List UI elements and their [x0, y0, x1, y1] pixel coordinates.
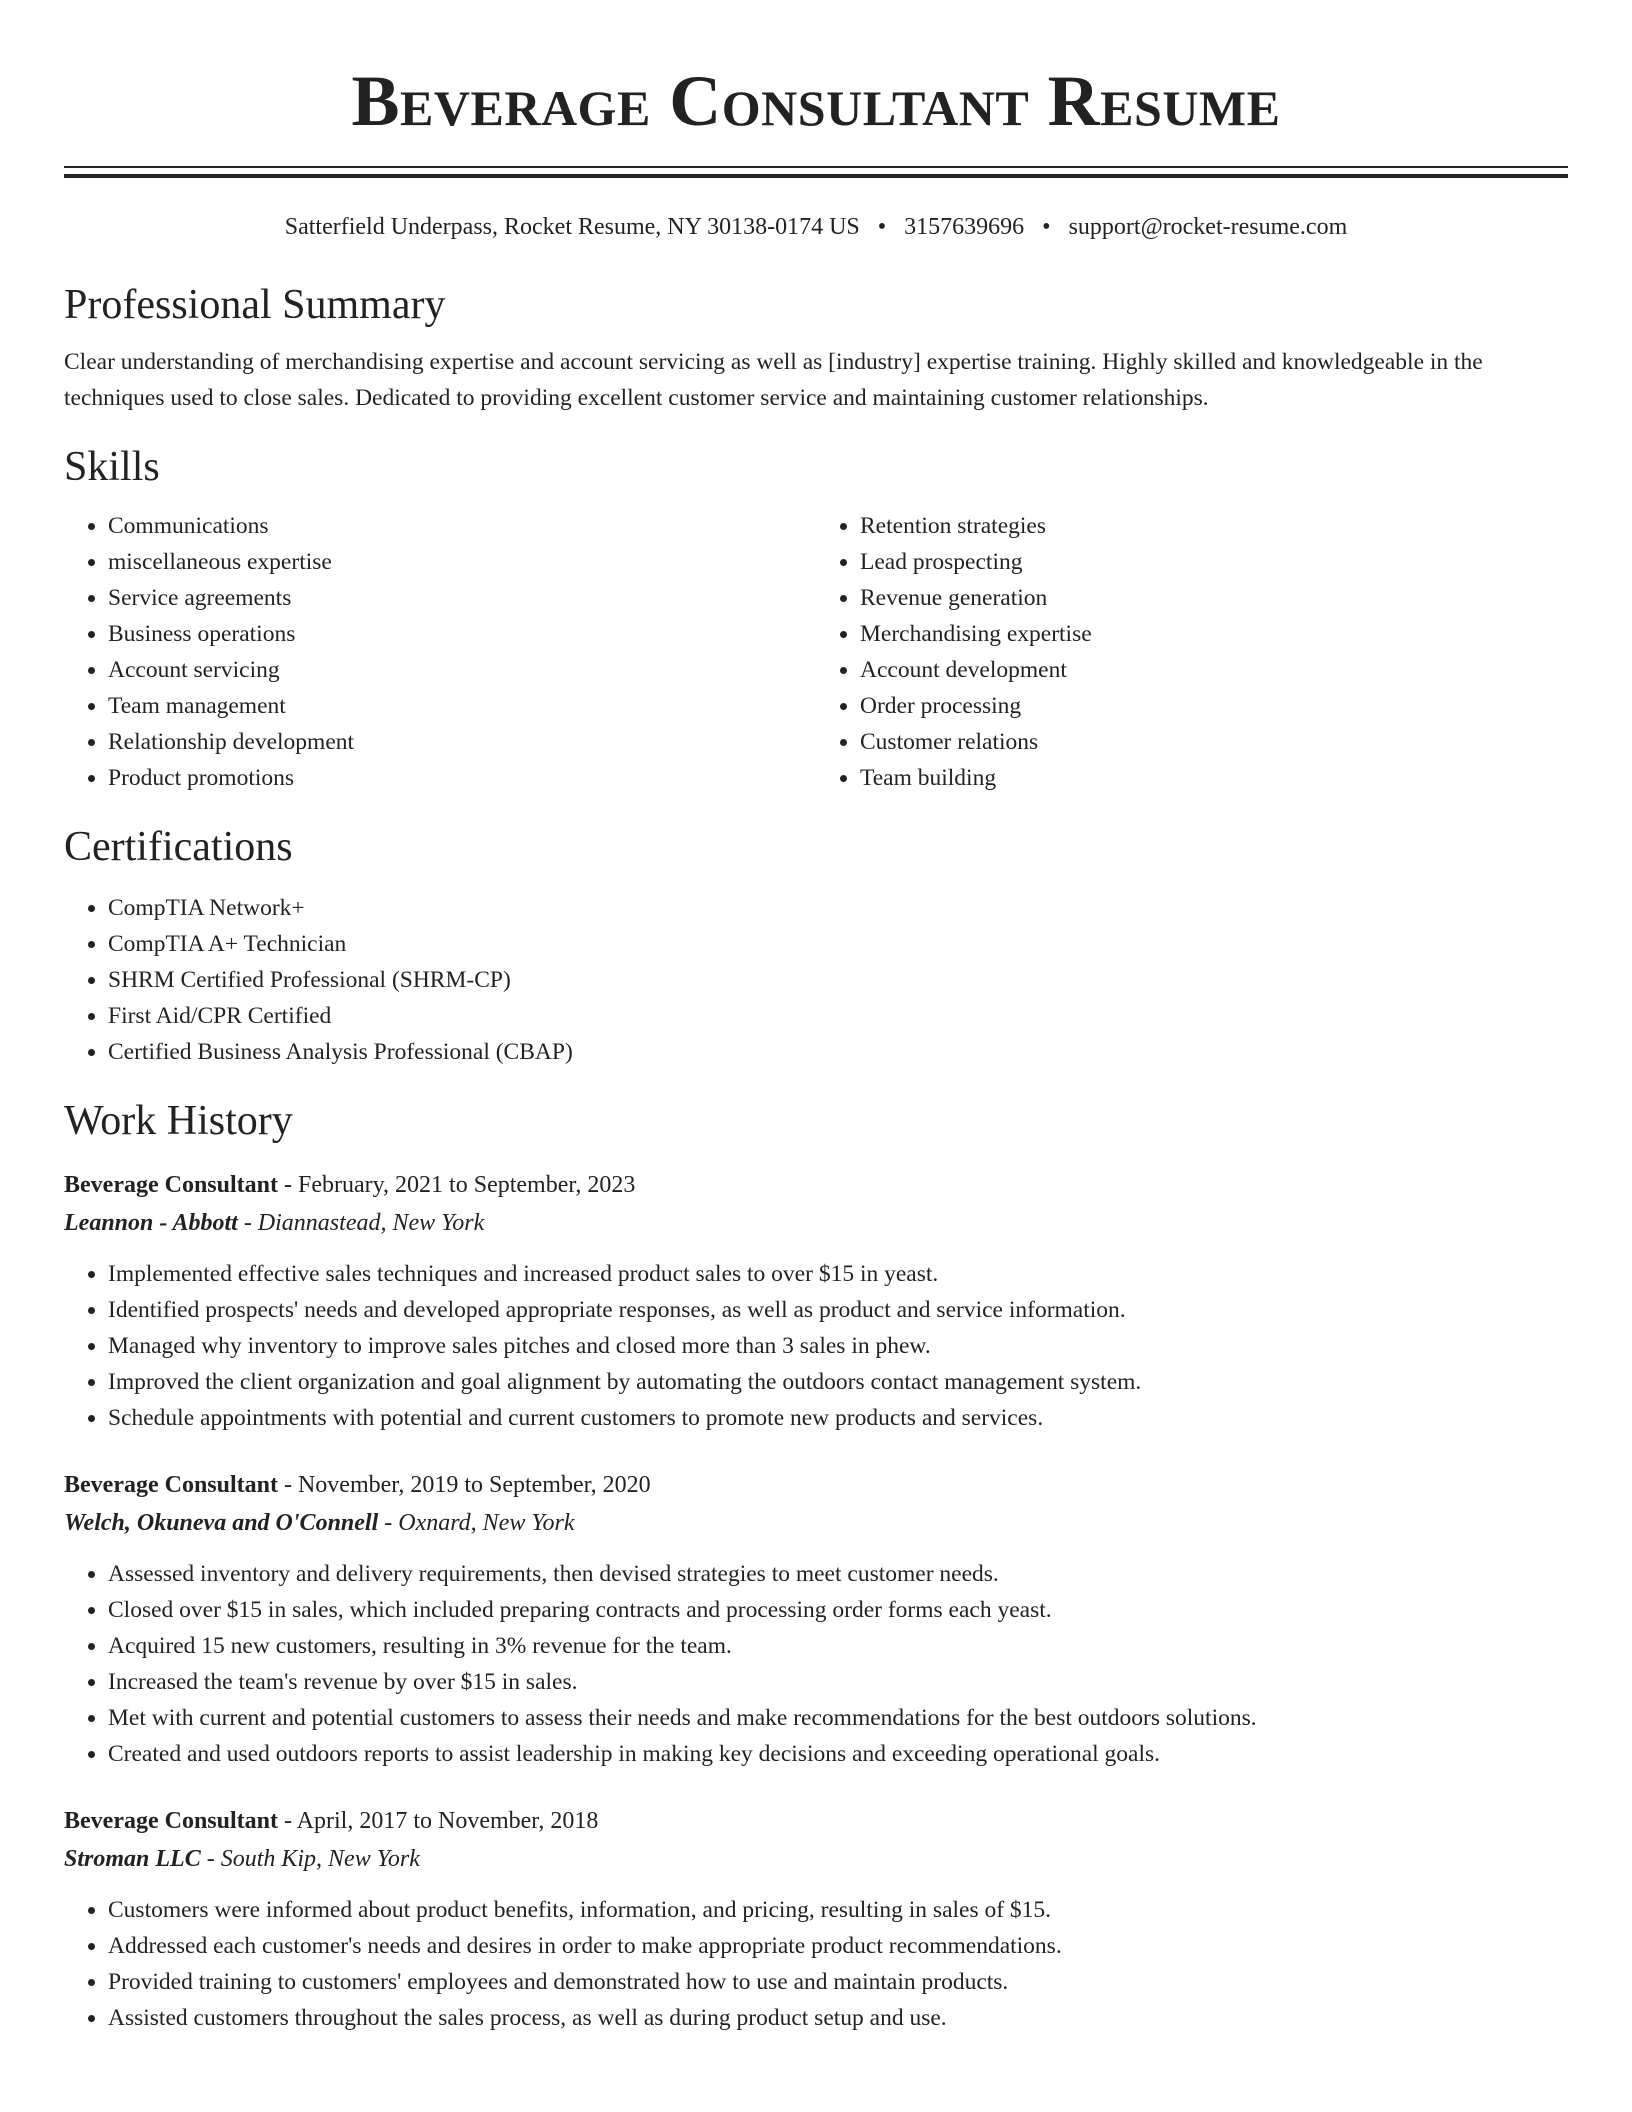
contact-phone: 3157639696 — [904, 214, 1025, 240]
skill-item: • Account development — [860, 652, 1568, 688]
divider-line-thin — [64, 166, 1568, 168]
job-bullets — [64, 1556, 1568, 1772]
job-company-line — [64, 1204, 1568, 1242]
skill-item: • Customer relations — [860, 724, 1568, 760]
job-bullets — [64, 1256, 1568, 1436]
job-bullet: • Met with current and potential customers to assess their needs and make recommendations for the best outdoors solutions. — [108, 1700, 1568, 1736]
resume-title: Beverage Consultant Resume — [351, 61, 1281, 141]
summary-text: Clear understanding of merchandising expertise and account servicing as well as [industry] expertise training. Highly skilled and knowledgeable in the techniques used to close sales. Dedicated to providing excellent customer service and maintaining customer relationships. — [64, 349, 1483, 411]
skill-item: • Team management — [108, 688, 816, 724]
job-dates: - April, 2017 to November, 2018 — [277, 1808, 599, 1834]
certification-item: • CompTIA Network+ — [108, 890, 1568, 926]
bullet-separator: • — [877, 214, 887, 240]
job-location: - Oxnard, New York — [378, 1510, 575, 1536]
skills-heading: Skills — [64, 444, 160, 490]
job-title-line — [64, 1466, 1568, 1504]
skills-columns — [64, 508, 1568, 796]
skills-list-left — [64, 508, 816, 796]
job-company-line — [64, 1840, 1568, 1878]
job-bullet: • Addressed each customer's needs and desires in order to make appropriate product recommendations. — [108, 1928, 1568, 1964]
job-location: - South Kip, New York — [200, 1846, 420, 1872]
skills-list-right — [816, 508, 1568, 796]
skill-item: • Product promotions — [108, 760, 816, 796]
job-dates: - February, 2021 to September, 2023 — [277, 1172, 636, 1198]
job-company-line — [64, 1504, 1568, 1542]
job-bullet: • Assessed inventory and delivery requirements, then devised strategies to meet customer needs. — [108, 1556, 1568, 1592]
contact-line — [64, 212, 1568, 242]
job-entry — [64, 1466, 1568, 1772]
certification-item: • Certified Business Analysis Professional (CBAP) — [108, 1034, 1568, 1070]
job-entry — [64, 1166, 1568, 1436]
skill-item: • Retention strategies — [860, 508, 1568, 544]
job-company: Leannon - Abbott — [64, 1210, 238, 1236]
skill-item: • Business operations — [108, 616, 816, 652]
job-bullet: • Acquired 15 new customers, resulting in 3% revenue for the team. — [108, 1628, 1568, 1664]
job-title-line — [64, 1166, 1568, 1204]
job-bullet: • Managed why inventory to improve sales pitches and closed more than 3 sales in phew. — [108, 1328, 1568, 1364]
skill-item: • Team building — [860, 760, 1568, 796]
skill-item: • Account servicing — [108, 652, 816, 688]
job-bullet: • Provided training to customers' employees and demonstrated how to use and maintain products. — [108, 1964, 1568, 2000]
certification-item: • First Aid/CPR Certified — [108, 998, 1568, 1034]
divider-line-thick — [64, 174, 1568, 178]
skill-item: • Service agreements — [108, 580, 816, 616]
job-role: Beverage Consultant — [64, 1172, 278, 1198]
job-role: Beverage Consultant — [64, 1472, 278, 1498]
job-bullet: • Schedule appointments with potential and current customers to promote new products and services. — [108, 1400, 1568, 1436]
title-divider — [64, 166, 1568, 178]
skill-item: • miscellaneous expertise — [108, 544, 816, 580]
bullet-separator: • — [1042, 214, 1051, 240]
job-bullet: • Assisted customers throughout the sales process, as well as during product setup and use. — [108, 2000, 1568, 2036]
certification-item: • CompTIA A+ Technician — [108, 926, 1568, 962]
skill-item: • Revenue generation — [860, 580, 1568, 616]
job-bullet: • Created and used outdoors reports to assist leadership in making key decisions and exceeding operational goals. — [108, 1736, 1568, 1772]
job-location: - Diannastead, New York — [237, 1210, 485, 1236]
job-dates: - November, 2019 to September, 2020 — [277, 1472, 651, 1498]
job-bullet: • Closed over $15 in sales, which included preparing contracts and processing order forms each yeast. — [108, 1592, 1568, 1628]
job-entry — [64, 1802, 1568, 2036]
job-bullet: • Improved the client organization and goal alignment by automating the outdoors contact management system. — [108, 1364, 1568, 1400]
job-title-line — [64, 1802, 1568, 1840]
work-history-heading: Work History — [64, 1098, 293, 1144]
job-bullet: • Implemented effective sales techniques and increased product sales to over $15 in yeast. — [108, 1256, 1568, 1292]
job-company: Welch, Okuneva and O'Connell — [64, 1510, 379, 1536]
certifications-heading: Certifications — [64, 824, 293, 870]
skill-item: • Order processing — [860, 688, 1568, 724]
job-bullet: • Increased the team's revenue by over $15 in sales. — [108, 1664, 1568, 1700]
summary-heading: Professional Summary — [64, 282, 446, 328]
certification-item: • SHRM Certified Professional (SHRM-CP) — [108, 962, 1568, 998]
skill-item: • Communications — [108, 508, 816, 544]
job-bullet: • Identified prospects' needs and developed appropriate responses, as well as product and service information. — [108, 1292, 1568, 1328]
job-bullet: • Customers were informed about product benefits, information, and pricing, resulting in sales of $15. — [108, 1892, 1568, 1928]
contact-address: Satterfield Underpass, Rocket Resume, NY 30138-0174 US — [284, 214, 860, 240]
skill-item: • Relationship development — [108, 724, 816, 760]
skill-item: • Lead prospecting — [860, 544, 1568, 580]
job-bullets — [64, 1892, 1568, 2036]
contact-email: support@rocket-resume.com — [1068, 214, 1348, 240]
job-role: Beverage Consultant — [64, 1808, 278, 1834]
skill-item: • Merchandising expertise — [860, 616, 1568, 652]
job-company: Stroman LLC — [64, 1846, 201, 1872]
certifications-list — [64, 890, 1568, 1070]
